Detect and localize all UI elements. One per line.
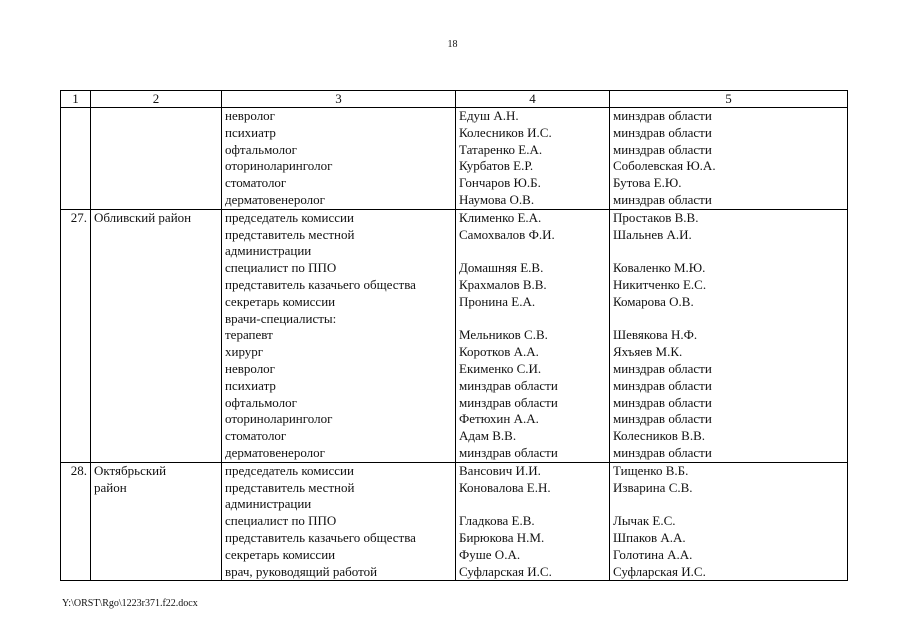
district-cell — [91, 209, 222, 462]
name-line: Самохвалов Ф.И. — [459, 226, 555, 242]
role-line: офтальмолог — [225, 141, 297, 157]
name-line: Екименко С.И. — [459, 360, 542, 376]
file-path-footer: Y:\ORST\Rgo\1223r371.f22.docx — [62, 598, 198, 609]
reserve-line: Шальнев А.И. — [613, 226, 692, 242]
role-line: оториноларинголог — [225, 411, 333, 427]
row-number: 27. — [61, 209, 91, 462]
role-line: невролог — [225, 360, 276, 376]
district-line — [94, 445, 218, 462]
district-line — [94, 192, 218, 209]
district-line — [94, 361, 218, 378]
district-line — [94, 547, 218, 564]
name-line: Мельников С.В. — [459, 327, 548, 343]
district-line — [94, 294, 218, 311]
table-body — [61, 108, 848, 581]
district-line — [94, 243, 218, 260]
name-line: Домашняя Е.В. — [459, 260, 544, 276]
role-line: стоматолог — [225, 428, 287, 444]
role-line: психиатр — [225, 124, 276, 140]
district-line — [94, 378, 218, 395]
name-line: Едуш А.Н. — [459, 108, 519, 123]
name-line: Крахмалов В.В. — [459, 276, 547, 292]
role-line: стоматолог — [225, 175, 287, 191]
district-line: Обливский район — [94, 209, 192, 225]
reserve-line: Шпаков А.А. — [613, 529, 686, 545]
name-line: минздрав области — [459, 377, 558, 393]
reserve-line: Суфларская И.С. — [613, 563, 706, 579]
district-line — [94, 513, 218, 530]
role-line: представитель казачьего общества — [225, 529, 416, 545]
role-line: врач, руководящий работой — [225, 563, 378, 579]
reserves-cell — [610, 108, 848, 210]
district-line — [94, 530, 218, 547]
district-line — [94, 344, 218, 361]
reserve-line: Бутова Е.Ю. — [613, 175, 682, 191]
role-line: офтальмолог — [225, 394, 297, 410]
role-line: невролог — [225, 108, 276, 123]
role-line: специалист по ППО — [225, 260, 337, 276]
reserve-line: минздрав области — [613, 360, 712, 376]
district-line: район — [94, 479, 127, 495]
reserve-line: Тищенко В.Б. — [613, 462, 689, 478]
name-line: Бирюкова Н.М. — [459, 529, 545, 545]
role-line: администрации — [225, 243, 312, 259]
district-cell — [91, 462, 222, 581]
role-line: представитель местной — [225, 226, 355, 242]
column-header-2: 2 — [91, 91, 222, 108]
reserve-line — [613, 496, 844, 513]
column-header-4: 4 — [456, 91, 610, 108]
role-line: секретарь комиссии — [225, 546, 336, 562]
names-cell — [456, 462, 610, 581]
district-line — [94, 260, 218, 277]
table-row — [61, 108, 848, 210]
district-line — [94, 564, 218, 581]
district-line — [94, 125, 218, 142]
role-line: хирург — [225, 344, 264, 360]
district-line — [94, 142, 218, 159]
row-number — [61, 108, 91, 210]
roles-cell — [222, 108, 456, 210]
name-line: Пронина Е.А. — [459, 293, 536, 309]
role-line: председатель комиссии — [225, 462, 354, 478]
table-row — [61, 209, 848, 462]
district-line — [94, 496, 218, 513]
column-header-1: 1 — [61, 91, 91, 108]
reserve-line: минздрав области — [613, 411, 712, 427]
name-line: минздрав области — [459, 444, 558, 460]
reserve-line — [613, 243, 844, 260]
row-number: 28. — [61, 462, 91, 581]
district-line — [94, 411, 218, 428]
reserve-line: Коваленко М.Ю. — [613, 260, 706, 276]
role-line: специалист по ППО — [225, 513, 337, 529]
reserve-line — [613, 311, 844, 328]
reserve-line: Комарова О.В. — [613, 293, 694, 309]
name-line — [459, 311, 606, 328]
names-cell — [456, 209, 610, 462]
name-line: Татаренко Е.А. — [459, 141, 543, 157]
column-header-3: 3 — [222, 91, 456, 108]
reserve-line: минздрав области — [613, 191, 712, 207]
reserve-line: Простаков В.В. — [613, 209, 699, 225]
role-line: администрации — [225, 496, 312, 512]
page-number: 18 — [447, 39, 458, 50]
role-line: психиатр — [225, 377, 276, 393]
district-line — [94, 311, 218, 328]
name-line: Курбатов Е.Р. — [459, 158, 534, 174]
reserve-line: минздрав области — [613, 444, 712, 460]
name-line — [459, 243, 606, 260]
district-line — [94, 227, 218, 244]
district-line — [94, 327, 218, 344]
reserves-cell — [610, 209, 848, 462]
reserve-line: Никитченко Е.С. — [613, 276, 707, 292]
role-line: представитель казачьего общества — [225, 276, 416, 292]
district-line — [94, 428, 218, 445]
reserve-line: Шевякова Н.Ф. — [613, 327, 698, 343]
name-line — [459, 496, 606, 513]
roles-cell — [222, 209, 456, 462]
district-line — [94, 158, 218, 175]
name-line: Фетюхин А.А. — [459, 411, 539, 427]
name-line: Вансович И.И. — [459, 462, 541, 478]
table-row — [61, 462, 848, 581]
role-line: терапевт — [225, 327, 273, 343]
role-line: секретарь комиссии — [225, 293, 336, 309]
district-cell — [91, 108, 222, 210]
reserve-line: Колесников В.В. — [613, 428, 706, 444]
name-line: минздрав области — [459, 394, 558, 410]
reserve-line: Лычак Е.С. — [613, 513, 676, 529]
reserve-line: минздрав области — [613, 141, 712, 157]
reserve-line: минздрав области — [613, 377, 712, 393]
name-line: Гончаров Ю.Б. — [459, 175, 541, 191]
name-line: Наумова О.В. — [459, 191, 535, 207]
role-line: дерматовенеролог — [225, 444, 325, 460]
role-line: дерматовенеролог — [225, 191, 325, 207]
district-line: Октябрьский — [94, 462, 167, 478]
name-line: Коновалова Е.Н. — [459, 479, 551, 495]
role-line: представитель местной — [225, 479, 355, 495]
district-line — [94, 175, 218, 192]
district-line — [94, 277, 218, 294]
roles-cell — [222, 462, 456, 581]
header-row — [61, 91, 848, 108]
reserve-line: Изварина С.В. — [613, 479, 693, 495]
reserve-line: Соболевская Ю.А. — [613, 158, 716, 174]
district-line — [94, 108, 218, 125]
role-line: оториноларинголог — [225, 158, 333, 174]
reserve-line: минздрав области — [613, 394, 712, 410]
name-line: Фуше О.А. — [459, 546, 521, 562]
name-line: Адам В.В. — [459, 428, 517, 444]
name-line: Гладкова Е.В. — [459, 513, 535, 529]
name-line: Колесников И.С. — [459, 124, 552, 140]
column-header-5: 5 — [610, 91, 848, 108]
name-line: Коротков А.А. — [459, 344, 539, 360]
commission-table — [60, 90, 848, 581]
reserve-line: минздрав области — [613, 124, 712, 140]
district-line — [94, 395, 218, 412]
reserve-line: минздрав области — [613, 108, 712, 123]
names-cell — [456, 108, 610, 210]
role-line: председатель комиссии — [225, 209, 354, 225]
name-line: Суфларская И.С. — [459, 563, 552, 579]
reserve-line: Голотина А.А. — [613, 546, 693, 562]
reserves-cell — [610, 462, 848, 581]
role-line: врачи-специалисты: — [225, 310, 337, 326]
reserve-line: Яхъяев М.К. — [613, 344, 683, 360]
name-line: Клименко Е.А. — [459, 209, 542, 225]
